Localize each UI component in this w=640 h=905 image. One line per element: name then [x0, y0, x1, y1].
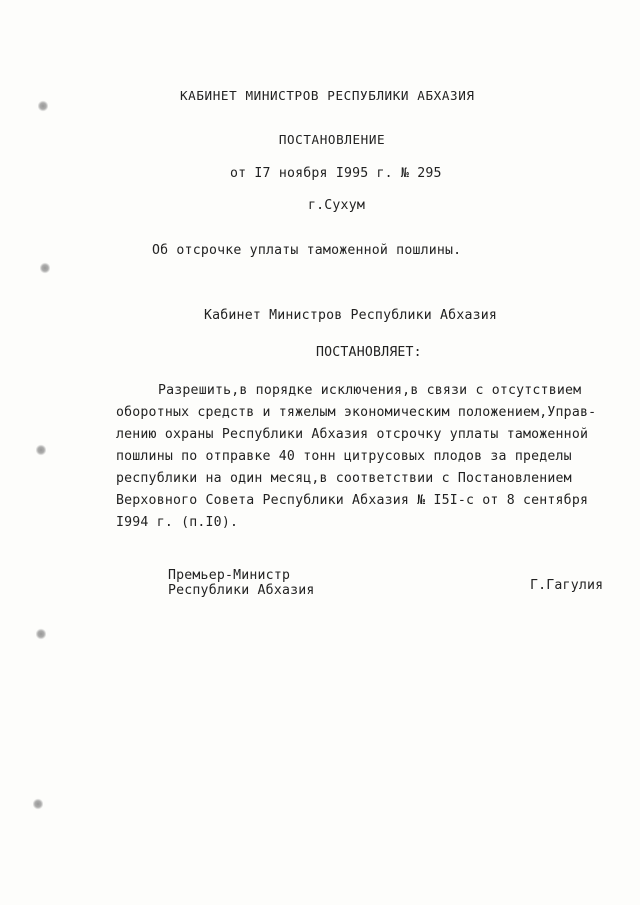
body-paragraph-line: I994 г. (п.I0). [116, 515, 239, 530]
punch-hole-mark [40, 262, 50, 274]
resolves-heading: ПОСТАНОВЛЯЕТ: [316, 345, 422, 360]
body-paragraph-line: оборотных средств и тяжелым экономическим положением,Управ- [116, 405, 597, 420]
punch-hole-mark [38, 100, 48, 112]
signatory-name: Г.Гагулия [530, 578, 604, 593]
organization-header: КАБИНЕТ МИНИСТРОВ РЕСПУБЛИКИ АБХАЗИЯ [180, 88, 475, 103]
punch-hole-mark [36, 628, 46, 640]
signatory-position: Премьер-Министр [168, 568, 291, 583]
body-paragraph-line: Разрешить,в порядке исключения,в связи с отсутствием [158, 383, 582, 398]
document-subject: Об отсрочке уплаты таможенной пошлины. [152, 243, 462, 258]
punch-hole-mark [36, 444, 46, 456]
punch-hole-mark [33, 798, 43, 810]
body-paragraph-line: Верховного Совета Республики Абхазия № I5I-с от 8 сентября [116, 493, 589, 508]
document-place: г.Сухум [308, 198, 365, 213]
body-paragraph-line: республики на один месяц,в соответствии с Постановлением [116, 471, 572, 486]
body-paragraph-line: пошлины по отправке 40 тонн цитрусовых плодов за пределы [116, 449, 572, 464]
body-paragraph-line: лению охраны Республики Абхазия отсрочку уплаты таможенной [116, 427, 589, 442]
signatory-position: Республики Абхазия [168, 583, 315, 598]
document-date-number: от I7 ноября I995 г. № 295 [230, 166, 442, 181]
document-type: ПОСТАНОВЛЕНИЕ [278, 132, 386, 147]
preamble: Кабинет Министров Республики Абхазия [204, 308, 498, 323]
